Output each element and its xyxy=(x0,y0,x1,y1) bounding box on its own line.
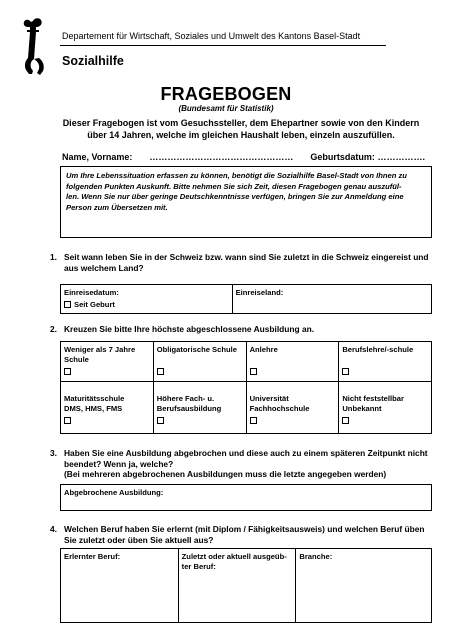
question-text: Haben Sie eine Ausbildung abgebrochen und diese auch zu einem späteren Zeitpunkt nicht xyxy=(64,448,428,458)
notice-line: len. Wenn Sie nur über geringe Deutschkenntnisse verfügen, bringen Sie zur Anmeldung eine xyxy=(66,192,404,202)
education-label: Berufsausbildung xyxy=(156,404,222,413)
office-name: Sozialhilfe xyxy=(62,54,124,68)
aborted-education-table xyxy=(60,484,432,511)
intro-line: über 14 Jahren, welche im gleichen Haushalt leben, einzeln auszufüllen. xyxy=(87,129,395,140)
entry-country-cell[interactable] xyxy=(232,285,431,314)
education-checkbox[interactable] xyxy=(342,368,349,375)
notice-line: folgenden Punkten Auskunft. Bitte nehmen Sie sich Zeit, diesen Fragebogen genau auszufül- xyxy=(66,181,402,191)
education-label: Berufslehre/-schule xyxy=(342,345,414,354)
question-text: aus welchem Land? xyxy=(64,262,144,273)
question-text: (Bei mehreren abgebrochenen Ausbildungen muss die letzte angegeben werden) xyxy=(64,469,387,479)
notice-line: Um Ihre Lebenssituation erfassen zu können, benötigt die Sozialhilfe Basel-Stadt von Ihnen zu xyxy=(66,171,407,180)
education-checkbox[interactable] xyxy=(157,368,164,375)
education-checkbox[interactable] xyxy=(157,417,164,424)
aborted-education-label: Abgebrochene Ausbildung: xyxy=(64,488,164,497)
education-option[interactable] xyxy=(153,382,246,434)
education-checkbox[interactable] xyxy=(250,417,257,424)
education-option[interactable] xyxy=(246,342,339,382)
branch-label: Branche: xyxy=(299,552,333,561)
education-label: Nicht feststellbar xyxy=(342,394,404,403)
education-label xyxy=(250,355,336,365)
education-option[interactable] xyxy=(153,342,246,382)
page-subtitle: (Bundesamt für Statistik) xyxy=(178,104,274,113)
question-number: 4. xyxy=(50,524,57,534)
education-checkbox[interactable] xyxy=(64,417,71,424)
branch-field[interactable] xyxy=(296,549,432,623)
education-label: Schule xyxy=(64,355,89,364)
learned-profession-label: Erlernter Beruf: xyxy=(64,552,121,561)
question-3 xyxy=(50,448,440,480)
education-label: Weniger als 7 Jahre xyxy=(64,345,136,354)
question-number: 2. xyxy=(50,324,57,334)
education-label: Obligatorische Schule xyxy=(156,345,237,354)
education-label: Universität xyxy=(249,394,289,403)
education-option[interactable] xyxy=(339,382,432,434)
question-text: Kreuzen Sie bitte Ihre höchste abgeschlossene Ausbildung an. xyxy=(64,324,315,334)
question-text: Sie zuletzt oder üben Sie aktuell aus? xyxy=(64,534,214,545)
education-checkbox[interactable] xyxy=(250,368,257,375)
notice-line: Person zum Übersetzen mit. xyxy=(66,202,168,212)
birthdate-label: Geburtsdatum: xyxy=(310,152,375,162)
name-label: Name, Vorname: xyxy=(62,152,133,162)
basel-crest-logo xyxy=(22,18,48,76)
education-option[interactable] xyxy=(61,382,154,434)
education-checkbox[interactable] xyxy=(342,417,349,424)
since-birth-checkbox[interactable] xyxy=(64,301,71,308)
intro-text xyxy=(50,118,432,141)
question-text: beendet? Wenn ja, welche? xyxy=(64,458,174,469)
question-number: 3. xyxy=(50,448,57,458)
notice-box xyxy=(60,166,432,238)
education-checkbox[interactable] xyxy=(64,368,71,375)
education-label: Maturitätsschule xyxy=(64,394,125,403)
entry-table xyxy=(60,284,432,314)
education-label: Fachhochschule xyxy=(249,404,310,413)
question-1 xyxy=(50,252,430,274)
education-option[interactable] xyxy=(61,342,154,382)
page-title: FRAGEBOGEN xyxy=(160,84,292,104)
education-label: Unbekannt xyxy=(342,404,382,413)
question-number: 1. xyxy=(50,252,57,262)
education-label: Anlehre xyxy=(249,345,278,354)
header-divider xyxy=(60,45,386,46)
current-profession-field[interactable] xyxy=(178,549,296,623)
education-table xyxy=(60,341,432,434)
current-profession-label: Zuletzt oder aktuell ausgeüb- xyxy=(181,552,287,561)
question-text: Seit wann leben Sie in der Schweiz bzw. wann sind Sie zuletzt in die Schweiz eingereist und xyxy=(64,252,429,262)
question-4 xyxy=(50,524,440,546)
education-label xyxy=(342,355,428,365)
name-field[interactable]: ………………………………………… xyxy=(149,152,294,162)
education-label xyxy=(157,355,243,365)
department-name: Departement für Wirtschaft, Soziales und Umwelt des Kantons Basel-Stadt xyxy=(62,31,361,41)
name-birthdate-line xyxy=(62,152,425,162)
education-option[interactable] xyxy=(246,382,339,434)
education-label: DMS, HMS, FMS xyxy=(64,404,123,413)
profession-table xyxy=(60,548,432,623)
entry-date-label: Einreisedatum: xyxy=(64,288,119,297)
current-profession-label: ter Beruf: xyxy=(181,562,216,571)
question-2 xyxy=(50,324,430,336)
intro-line: Dieser Fragebogen ist vom Gesuchssteller, dem Ehepartner sowie von den Kindern xyxy=(62,118,420,128)
learned-profession-field[interactable] xyxy=(61,549,179,623)
entry-country-label: Einreiseland: xyxy=(235,288,284,297)
education-option[interactable] xyxy=(339,342,432,382)
since-birth-label: Seit Geburt xyxy=(74,300,115,309)
aborted-education-field[interactable] xyxy=(61,485,432,511)
education-label: Höhere Fach- u. xyxy=(156,394,215,403)
birthdate-field[interactable]: ……………. xyxy=(377,152,425,162)
entry-date-cell[interactable] xyxy=(61,285,233,314)
question-text: Welchen Beruf haben Sie erlernt (mit Diplom / Fähigkeitsausweis) und welchen Beruf üben xyxy=(64,524,425,534)
